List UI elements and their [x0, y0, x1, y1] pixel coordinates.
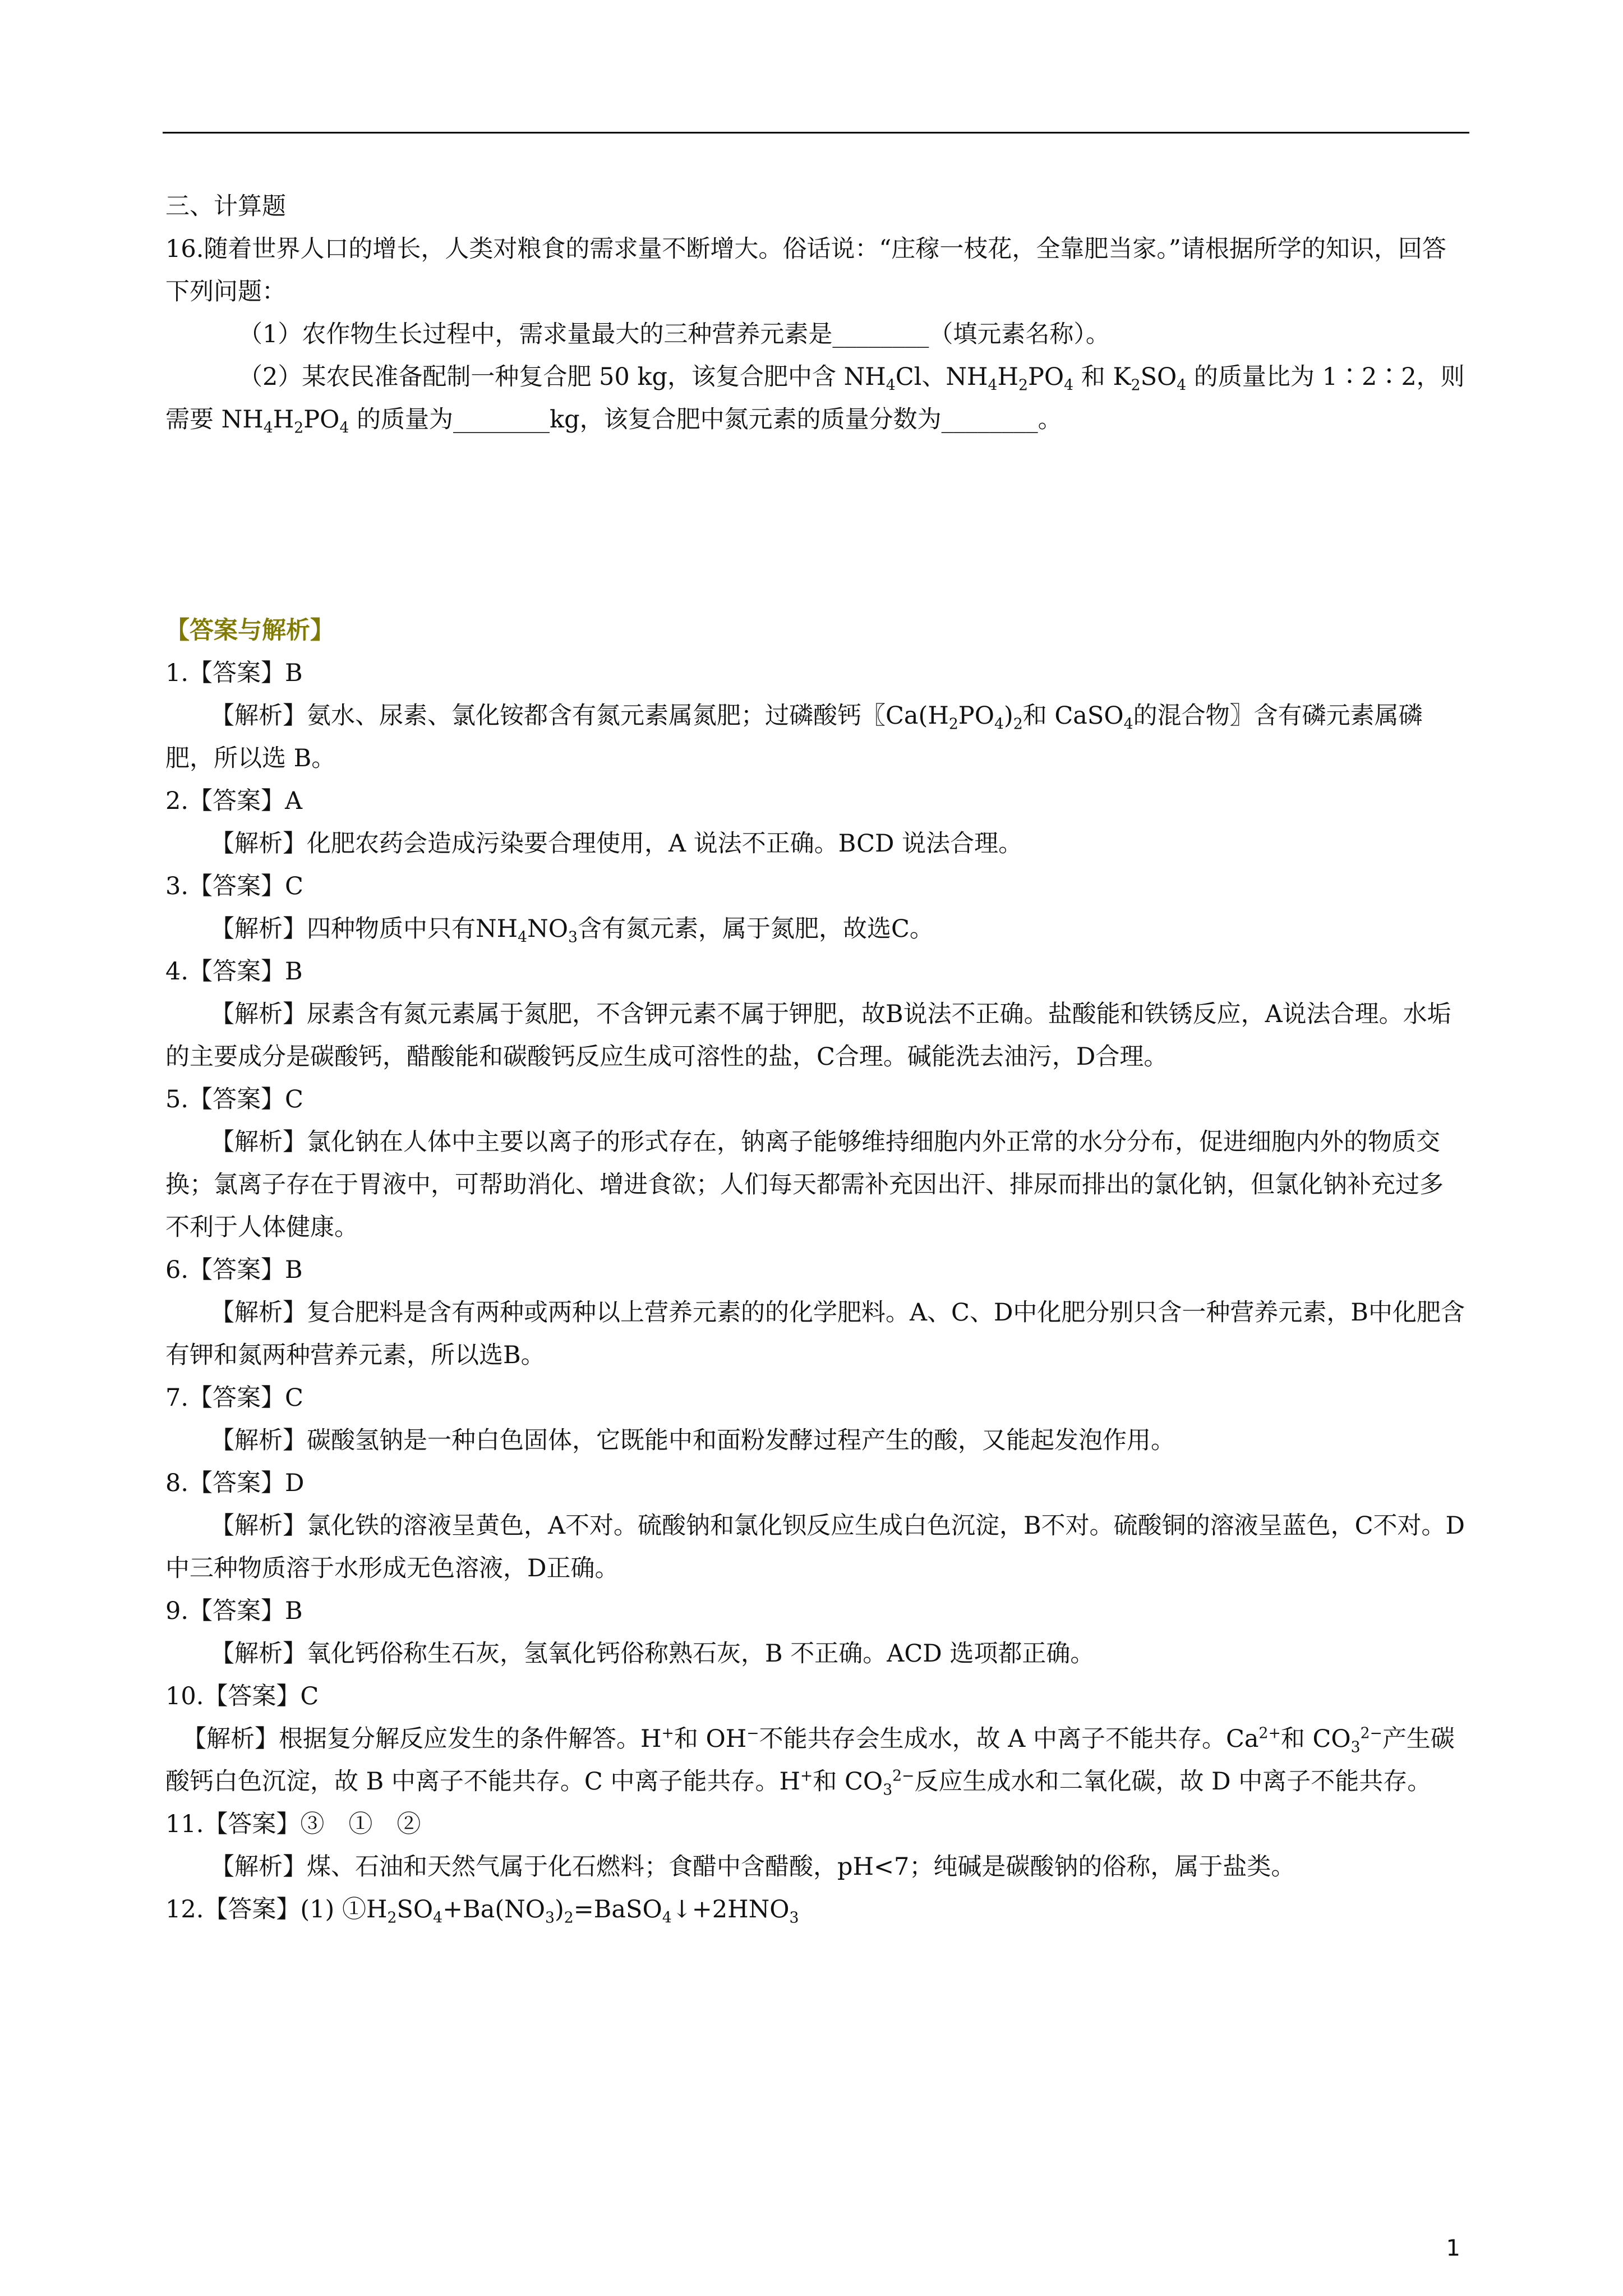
answer-4: 4.【答案】B	[165, 958, 303, 986]
question-16-stem: 16.随着世界人口的增长，人类对粮食的需求量不断增大。俗话说：“庄稼一枝花，全靠肥当家。”请根据所学的知识，回答下列问题：	[165, 235, 1446, 306]
answer-7: 7.【答案】C	[165, 1384, 303, 1412]
explanation-3: 【解析】四种物质中只有$NH_4NO_3$含有氮元素，属于氮肥，故选C。	[210, 915, 934, 946]
explanation-9: 【解析】氧化钙俗称生石灰，氢氧化钙俗称熟石灰，B 不正确。ACD 选项都正确。	[210, 1640, 1095, 1668]
explanation-7: 【解析】碳酸氢钠是一种白色固体，它既能中和面粉发酵过程产生的酸，又能起发泡作用。	[210, 1427, 1175, 1455]
question-16-part-2: （2）某农民准备配制一种复合肥 50 kg，该复合肥中含 $NH_4Cl$、$NH_4H_2PO_4$ 和 $K_2SO_4$ 的质量比为 1∶2∶2，则需要 $NH_4H_2PO_4$ 的质量为________kg，该复合肥中氮元素的质量分数为________。	[165, 363, 1465, 437]
explanation-11: 【解析】煤、石油和天然气属于化石燃料；食醋中含醋酸，pH<7；纯碱是碳酸钠的俗称，属于盐类。	[210, 1853, 1295, 1881]
question-16-part-1: （1）农作物生长过程中，需求量最大的三种营养元素是________（填元素名称）。	[238, 320, 1110, 348]
answer-12: 12.【答案】(1) $①H_2SO_4+Ba(NO_3)_2=BaSO_4↓+2HNO_3$	[165, 1895, 799, 1927]
header-rule	[163, 132, 1469, 134]
explanation-6: 【解析】复合肥料是含有两种或两种以上营养元素的的化学肥料。A、C、D中化肥分别只含一种营养元素，B中化肥含有钾和氮两种营养元素，所以选B。	[165, 1299, 1465, 1369]
explanation-2: 【解析】化肥农药会造成污染要合理使用，A 说法不正确。BCD 说法合理。	[210, 830, 1023, 858]
explanation-8: 【解析】氯化铁的溶液呈黄色，A不对。硫酸钠和氯化钡反应生成白色沉淀，B不对。硫酸铜的溶液呈蓝色，C不对。D中三种物质溶于水形成无色溶液，D正确。	[165, 1512, 1465, 1582]
answer-10: 10.【答案】C	[165, 1682, 319, 1710]
answer-11: 11.【答案】③ ① ②	[165, 1810, 421, 1838]
answer-1: 1.【答案】B	[165, 659, 303, 687]
answer-8: 8.【答案】D	[165, 1469, 305, 1497]
explanation-1: 【解析】氨水、尿素、氯化铵都含有氮元素属氮肥；过磷酸钙〖$Ca(H_2PO_4)_2$和 CaSO$_4$的混合物〗含有磷元素属磷肥，所以选 B。	[165, 702, 1423, 772]
explanation-10: 【解析】根据复分解反应发生的条件解答。H+和 OH−不能共存会生成水，故 A 中离子不能共存。$Ca^{2+}$和 $CO_3^{2-}$产生碳酸钙白色沉淀，故 B 中离子不能共存。C 中离子能共存。H+和 $CO_3^{2-}$反应生成水和二氧化碳，故 D 中离子不能共存。	[165, 1724, 1455, 1799]
answer-9: 9.【答案】B	[165, 1597, 303, 1625]
answer-3: 3.【答案】C	[165, 872, 303, 900]
page-number: 1	[1446, 2235, 1460, 2261]
section-title: 三、计算题	[165, 192, 286, 220]
answer-5: 5.【答案】C	[165, 1085, 303, 1114]
answer-6: 6.【答案】B	[165, 1256, 303, 1284]
answer-2: 2.【答案】A	[165, 787, 303, 815]
explanation-4: 【解析】尿素含有氮元素属于氮肥，不含钾元素不属于钾肥，故B说法不正确。盐酸能和铁锈反应，A说法合理。水垢的主要成分是碳酸钙，醋酸能和碳酸钙反应生成可溶性的盐，C合理。碱能洗去油污，D合理。	[165, 1000, 1451, 1071]
answers-heading: 【答案与解析】	[165, 616, 334, 645]
explanation-5: 【解析】氯化钠在人体中主要以离子的形式存在，钠离子能够维持细胞内外正常的水分分布，促进细胞内外的物质交换；氯离子存在于胃液中，可帮助消化、增进食欲；人们每天都需补充因出汗、排尿而排出的氯化钠，但氯化钠补充过多不利于人体健康。	[165, 1128, 1444, 1241]
document-body	[165, 185, 1467, 1931]
